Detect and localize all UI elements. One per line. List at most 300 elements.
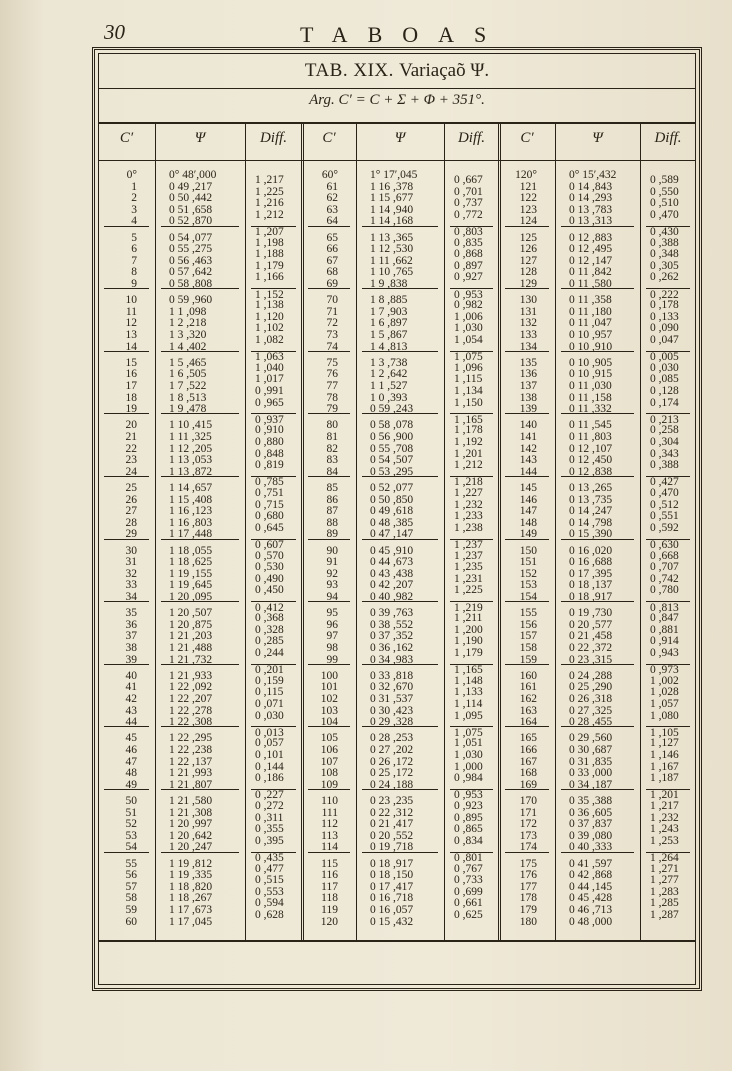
group-separator bbox=[251, 351, 296, 352]
diff-value: 0 ,311 bbox=[255, 811, 284, 824]
group-separator bbox=[450, 726, 493, 727]
group-separator bbox=[646, 539, 690, 540]
psi-value: 0 12 ,838 bbox=[569, 465, 613, 478]
diff-value: 0 ,881 bbox=[650, 623, 679, 636]
arg-value: 118 bbox=[321, 892, 338, 905]
psi-value: 0 25 ,172 bbox=[370, 767, 414, 780]
group-separator bbox=[561, 288, 634, 289]
arg-value: 164 bbox=[519, 716, 537, 729]
psi-value: 1 2 ,642 bbox=[370, 368, 408, 381]
arg-value: 80 bbox=[326, 419, 338, 432]
arg-value: 128 bbox=[519, 266, 537, 279]
psi-value: 0 16 ,718 bbox=[370, 892, 414, 905]
diff-value: 1 ,192 bbox=[454, 436, 483, 448]
arg-value: 34 bbox=[125, 591, 137, 603]
arg-value: 62 bbox=[326, 192, 338, 205]
psi-value: 0 30 ,423 bbox=[370, 704, 414, 717]
group-separator bbox=[450, 288, 493, 289]
psi-value: 1 7 ,522 bbox=[169, 380, 207, 392]
group-separator bbox=[161, 726, 239, 727]
diff-value: 0 ,388 bbox=[650, 236, 679, 249]
diff-value: 0 ,258 bbox=[650, 424, 679, 437]
group-separator bbox=[362, 601, 438, 602]
arg-value: 159 bbox=[519, 653, 537, 666]
diff-value: 0 ,645 bbox=[255, 521, 284, 534]
group-separator bbox=[362, 413, 438, 414]
arg-value: 65 bbox=[326, 231, 338, 244]
psi-value: 0 15 ,390 bbox=[569, 528, 613, 541]
arg-value: 38 bbox=[125, 642, 137, 654]
arg-value: 60 bbox=[125, 915, 137, 928]
psi-value: 0 19 ,718 bbox=[370, 841, 414, 854]
group-separator bbox=[104, 539, 149, 540]
diff-value: 0 ,865 bbox=[454, 823, 483, 836]
psi-value: 0 26 ,172 bbox=[370, 755, 414, 768]
arg-value: 2 bbox=[131, 192, 137, 205]
group-separator bbox=[450, 476, 493, 477]
header-bottom-rule bbox=[98, 160, 696, 161]
psi-value: 1 20 ,507 bbox=[169, 607, 213, 620]
diff-value: 0 ,090 bbox=[650, 322, 679, 335]
arg-value: 13 bbox=[125, 329, 137, 341]
group-separator bbox=[308, 226, 350, 227]
arg-value: 101 bbox=[320, 681, 338, 694]
psi-value: 1 21 ,732 bbox=[169, 653, 213, 666]
arg-value: 152 bbox=[519, 567, 537, 580]
group-separator bbox=[161, 601, 239, 602]
psi-value: 0 16 ,020 bbox=[569, 544, 613, 557]
diff-value: 1 ,232 bbox=[650, 811, 679, 824]
psi-value: 0 37 ,837 bbox=[569, 818, 613, 831]
group-separator bbox=[362, 852, 438, 853]
psi-value: 0 59 ,243 bbox=[370, 403, 414, 416]
column-header-diff: Diff. bbox=[457, 130, 486, 146]
arg-value: 105 bbox=[320, 732, 338, 745]
group-separator bbox=[646, 476, 690, 477]
diff-value: 1 ,212 bbox=[454, 459, 483, 472]
arg-value: 119 bbox=[321, 904, 338, 916]
diff-value: 1 ,217 bbox=[650, 800, 679, 812]
arg-value: 41 bbox=[125, 681, 137, 694]
diff-value: 0 ,159 bbox=[255, 674, 284, 687]
psi-value: 1 1 ,527 bbox=[370, 380, 408, 392]
psi-value: 0 34 ,187 bbox=[569, 778, 613, 791]
diff-value: 0 ,927 bbox=[454, 271, 483, 284]
running-head bbox=[0, 18, 732, 48]
arg-value: 16 bbox=[125, 368, 137, 381]
psi-value: 0 41 ,597 bbox=[569, 857, 613, 870]
psi-value: 1 13 ,872 bbox=[169, 465, 213, 478]
psi-value: 0 21 ,458 bbox=[569, 630, 613, 643]
psi-value: 0 14 ,843 bbox=[569, 180, 613, 193]
group-separator bbox=[561, 726, 634, 727]
table-number: TAB. XIX. bbox=[304, 60, 394, 81]
group-separator bbox=[362, 539, 438, 540]
psi-value: 0 18 ,917 bbox=[569, 591, 613, 603]
diff-value: 0 ,551 bbox=[650, 510, 679, 523]
diff-value: 1 ,133 bbox=[454, 686, 483, 699]
psi-value: 1 21 ,933 bbox=[169, 669, 213, 682]
group-separator bbox=[505, 789, 549, 790]
arg-value: 0° bbox=[126, 169, 137, 181]
diff-value: 1 ,082 bbox=[255, 334, 284, 346]
psi-value: 1 6 ,505 bbox=[169, 368, 207, 381]
psi-value: 1 15 ,677 bbox=[370, 192, 414, 205]
diff-value: 0 ,834 bbox=[454, 834, 483, 847]
diff-value: 1 ,238 bbox=[454, 521, 483, 534]
arg-value: 22 bbox=[125, 442, 137, 455]
diff-value: 0 ,355 bbox=[255, 823, 284, 836]
psi-value: 0 45 ,428 bbox=[569, 892, 613, 905]
psi-value: 0 27 ,202 bbox=[370, 744, 414, 756]
psi-value: 0 28 ,455 bbox=[569, 716, 613, 729]
psi-value: 1 22 ,137 bbox=[169, 755, 213, 768]
group-separator bbox=[308, 664, 350, 665]
arg-value: 115 bbox=[321, 857, 338, 870]
psi-value: 0 53 ,295 bbox=[370, 465, 414, 478]
group-separator bbox=[450, 852, 493, 853]
diff-value: 1 ,102 bbox=[255, 322, 284, 335]
psi-value: 0 22 ,372 bbox=[569, 642, 613, 654]
psi-value: 1 15 ,408 bbox=[169, 493, 213, 506]
psi-value: 1 14 ,657 bbox=[169, 482, 213, 494]
arg-value: 79 bbox=[326, 403, 338, 416]
psi-value: 0 11 ,803 bbox=[569, 431, 612, 443]
arg-value: 3 bbox=[131, 203, 137, 216]
arg-value: 26 bbox=[125, 493, 137, 506]
psi-value: 1 9 ,838 bbox=[370, 278, 408, 290]
group-separator bbox=[646, 664, 690, 665]
psi-value: 0 17 ,395 bbox=[569, 567, 613, 580]
arg-value: 162 bbox=[519, 693, 537, 705]
arg-value: 121 bbox=[519, 180, 537, 193]
psi-value: 1 22 ,295 bbox=[169, 732, 213, 745]
arg-value: 91 bbox=[326, 556, 338, 569]
psi-value: 0 18 ,137 bbox=[569, 579, 613, 592]
group-separator bbox=[450, 664, 493, 665]
arg-value: 160 bbox=[519, 669, 537, 682]
psi-value: 1 18 ,820 bbox=[169, 880, 213, 893]
psi-value: 0 11 ,580 bbox=[569, 278, 612, 290]
diff-group-boundary-value: 1 ,207 bbox=[255, 226, 284, 238]
psi-value: 0 56 ,900 bbox=[370, 431, 414, 443]
arg-value: 93 bbox=[326, 579, 338, 592]
psi-value: 0 39 ,763 bbox=[370, 607, 414, 620]
psi-value: 1 14 ,168 bbox=[370, 215, 414, 228]
arg-value: 18 bbox=[125, 391, 137, 404]
diff-value: 0 ,733 bbox=[454, 874, 483, 887]
arg-value: 1 bbox=[131, 180, 137, 193]
diff-value: 0 ,128 bbox=[650, 385, 679, 397]
diff-value: 0 ,272 bbox=[255, 800, 284, 812]
group-separator bbox=[161, 413, 239, 414]
psi-value: 1 21 ,308 bbox=[169, 806, 213, 819]
diff-group-boundary-value: 0 ,227 bbox=[255, 789, 284, 802]
diff-value: 1 ,233 bbox=[454, 510, 483, 523]
arg-value: 136 bbox=[519, 368, 537, 381]
psi-value: 0 29 ,328 bbox=[370, 716, 414, 729]
psi-value: 0 52 ,870 bbox=[169, 215, 213, 228]
diff-value: 0 ,490 bbox=[255, 572, 284, 585]
psi-value: 0 30 ,687 bbox=[569, 744, 613, 756]
group-separator bbox=[104, 413, 149, 414]
arg-value: 167 bbox=[519, 755, 537, 768]
group-separator bbox=[104, 226, 149, 227]
diff-value: 0 ,991 bbox=[255, 385, 284, 397]
psi-value: 0 26 ,318 bbox=[569, 693, 613, 705]
arg-value: 75 bbox=[326, 356, 338, 369]
arg-value: 97 bbox=[326, 630, 338, 643]
table-title bbox=[98, 60, 696, 82]
arg-value: 8 bbox=[131, 266, 137, 279]
diff-value: 0 ,395 bbox=[255, 834, 284, 847]
arg-value: 168 bbox=[519, 767, 537, 780]
diff-value: 0 ,186 bbox=[255, 772, 284, 785]
group-separator bbox=[104, 288, 149, 289]
arg-value: 92 bbox=[326, 567, 338, 580]
column-divider bbox=[155, 122, 156, 940]
diff-value: 1 ,217 bbox=[255, 174, 284, 186]
group-separator bbox=[251, 601, 296, 602]
diff-value: 1 ,096 bbox=[454, 361, 483, 374]
arg-value: 51 bbox=[125, 806, 137, 819]
group-separator bbox=[450, 413, 493, 414]
diff-value: 1 ,138 bbox=[255, 299, 284, 312]
arg-value: 50 bbox=[125, 795, 137, 807]
group-separator bbox=[362, 726, 438, 727]
arg-value: 35 bbox=[125, 607, 137, 620]
arg-value: 106 bbox=[320, 744, 338, 756]
psi-value: 1 20 ,095 bbox=[169, 591, 213, 603]
diff-value: 1 ,006 bbox=[454, 310, 483, 323]
column-header-arg: C′ bbox=[520, 130, 534, 146]
diff-value: 0 ,304 bbox=[650, 436, 679, 448]
diff-value: 0 ,667 bbox=[454, 174, 483, 186]
group-separator bbox=[561, 601, 634, 602]
arg-value: 102 bbox=[320, 693, 338, 705]
psi-value: 1 12 ,205 bbox=[169, 442, 213, 455]
arg-value: 127 bbox=[519, 254, 537, 267]
arg-value: 78 bbox=[326, 391, 338, 404]
group-separator bbox=[505, 351, 549, 352]
psi-value: 0 12 ,147 bbox=[569, 254, 613, 267]
arg-value: 138 bbox=[519, 391, 537, 404]
diff-group-boundary-value: 0 ,427 bbox=[650, 476, 679, 489]
diff-value: 1 ,237 bbox=[454, 549, 483, 562]
table-footer-box bbox=[98, 942, 696, 985]
diff-value: 1 ,285 bbox=[650, 897, 679, 910]
column-header-psi: Ψ bbox=[394, 130, 406, 146]
arg-value: 129 bbox=[519, 278, 537, 290]
psi-value: 0 10 ,910 bbox=[569, 340, 613, 353]
arg-value: 150 bbox=[519, 544, 537, 557]
diff-group-boundary-value: 1 ,063 bbox=[255, 351, 284, 364]
psi-value: 0 39 ,080 bbox=[569, 829, 613, 842]
arg-value: 179 bbox=[519, 904, 537, 916]
arg-value: 88 bbox=[326, 516, 338, 529]
arg-value: 19 bbox=[125, 403, 137, 416]
psi-value: 1 19 ,335 bbox=[169, 869, 213, 882]
diff-group-boundary-value: 1 ,165 bbox=[454, 413, 483, 426]
diff-value: 0 ,943 bbox=[650, 647, 679, 659]
psi-value: 0 28 ,253 bbox=[370, 732, 414, 745]
psi-value: 0 50 ,850 bbox=[370, 493, 414, 506]
group-separator bbox=[308, 288, 350, 289]
group-separator bbox=[362, 476, 438, 477]
psi-value: 0 44 ,673 bbox=[370, 556, 414, 569]
arg-value: 82 bbox=[326, 442, 338, 455]
diff-group-boundary-value: 0 ,213 bbox=[650, 413, 679, 426]
diff-value: 0 ,819 bbox=[255, 459, 284, 472]
diff-value: 0 ,512 bbox=[650, 498, 679, 511]
diff-value: 0 ,910 bbox=[255, 424, 284, 437]
diff-value: 1 ,127 bbox=[650, 737, 679, 750]
group-separator bbox=[561, 226, 634, 227]
diff-value: 1 ,166 bbox=[255, 271, 284, 284]
arg-value: 158 bbox=[519, 642, 537, 654]
group-separator bbox=[104, 351, 149, 352]
arg-value: 149 bbox=[519, 528, 537, 541]
group-separator bbox=[308, 601, 350, 602]
diff-value: 1 ,095 bbox=[454, 709, 483, 722]
arg-value: 12 bbox=[125, 317, 137, 330]
psi-value: 1 22 ,092 bbox=[169, 681, 213, 694]
arg-value: 48 bbox=[125, 767, 137, 780]
psi-value: 1 21 ,203 bbox=[169, 630, 213, 643]
group-separator bbox=[161, 664, 239, 665]
arg-value: 171 bbox=[519, 806, 537, 819]
column-divider bbox=[555, 122, 556, 940]
arg-value: 95 bbox=[326, 607, 338, 620]
arg-value: 30 bbox=[125, 544, 137, 557]
diff-group-boundary-value: 1 ,105 bbox=[650, 726, 679, 739]
diff-value: 0 ,625 bbox=[454, 909, 483, 921]
psi-value: 1 4 ,813 bbox=[370, 340, 408, 353]
arg-value: 153 bbox=[519, 579, 537, 592]
diff-group-boundary-value: 0 ,973 bbox=[650, 664, 679, 677]
diff-value: 0 ,262 bbox=[650, 271, 679, 284]
psi-value: 0 18 ,917 bbox=[370, 857, 414, 870]
arg-value: 180 bbox=[519, 915, 537, 928]
arg-value: 56 bbox=[125, 869, 137, 882]
arg-value: 63 bbox=[326, 203, 338, 216]
diff-group-boundary-value: 0 ,412 bbox=[255, 601, 284, 614]
diff-value: 0 ,751 bbox=[255, 487, 284, 499]
psi-value: 0 18 ,150 bbox=[370, 869, 414, 882]
diff-group-boundary-value: 0 ,013 bbox=[255, 726, 284, 739]
diff-value: 0 ,742 bbox=[650, 572, 679, 585]
diff-value: 1 ,200 bbox=[454, 623, 483, 636]
diff-value: 0 ,848 bbox=[255, 447, 284, 460]
arg-value: 90 bbox=[326, 544, 338, 557]
arg-value: 7 bbox=[131, 254, 137, 267]
psi-value: 0 16 ,688 bbox=[569, 556, 613, 569]
arg-value: 55 bbox=[125, 857, 137, 870]
psi-value: 0 14 ,293 bbox=[569, 192, 613, 205]
arg-value: 89 bbox=[326, 528, 338, 541]
psi-value: 0 48 ,385 bbox=[370, 516, 414, 529]
column-header-arg: C′ bbox=[119, 130, 134, 146]
diff-group-boundary-value: 0 ,937 bbox=[255, 413, 284, 426]
arg-value: 6 bbox=[131, 243, 137, 256]
psi-value: 0 55 ,275 bbox=[169, 243, 213, 256]
arg-value: 110 bbox=[321, 795, 338, 807]
psi-value: 1 5 ,465 bbox=[169, 356, 207, 369]
arg-value: 84 bbox=[326, 465, 338, 478]
psi-value: 1 20 ,997 bbox=[169, 818, 213, 831]
psi-value: 1 3 ,738 bbox=[370, 356, 408, 369]
arg-value: 17 bbox=[125, 380, 137, 392]
psi-value: 0 15 ,432 bbox=[370, 915, 414, 928]
psi-value: 0 54 ,077 bbox=[169, 231, 213, 244]
psi-value: 0 37 ,352 bbox=[370, 630, 414, 643]
group-separator bbox=[505, 288, 549, 289]
arg-value: 166 bbox=[519, 744, 537, 756]
group-separator bbox=[561, 664, 634, 665]
diff-value: 1 ,253 bbox=[650, 834, 679, 847]
psi-value: 1 4 ,402 bbox=[169, 340, 207, 353]
psi-value: 0 13 ,313 bbox=[569, 215, 613, 228]
diff-value: 1 ,017 bbox=[255, 373, 284, 386]
diff-group-boundary-value: 1 ,075 bbox=[454, 351, 483, 364]
arg-value: 60° bbox=[321, 169, 338, 181]
diff-group-boundary-value: 0 ,430 bbox=[650, 226, 679, 238]
diff-value: 1 ,120 bbox=[255, 310, 284, 323]
group-separator bbox=[308, 351, 350, 352]
diff-group-boundary-value: 1 ,264 bbox=[650, 852, 679, 864]
psi-value: 1 20 ,247 bbox=[169, 841, 213, 854]
psi-value: 0 33 ,000 bbox=[569, 767, 613, 780]
arg-value: 96 bbox=[326, 618, 338, 631]
diff-value: 0 ,470 bbox=[650, 208, 679, 221]
group-separator bbox=[362, 789, 438, 790]
group-separator bbox=[104, 601, 149, 602]
group-separator bbox=[161, 539, 239, 540]
column-header-psi: Ψ bbox=[194, 130, 206, 146]
diff-value: 0 ,328 bbox=[255, 623, 284, 636]
psi-value: 1 18 ,625 bbox=[169, 556, 213, 569]
psi-value: 0 50 ,442 bbox=[169, 192, 213, 205]
diff-value: 0 ,628 bbox=[255, 909, 284, 921]
diff-group-boundary-value: 1 ,237 bbox=[454, 539, 483, 551]
diff-value: 0 ,144 bbox=[255, 760, 284, 773]
arg-value: 172 bbox=[519, 818, 537, 831]
group-separator bbox=[161, 476, 239, 477]
arg-value: 33 bbox=[125, 579, 137, 592]
psi-value: 1 21 ,993 bbox=[169, 767, 213, 780]
psi-value: 0 45 ,910 bbox=[370, 544, 414, 557]
psi-value: 0 11 ,842 bbox=[569, 266, 612, 279]
arg-value: 66 bbox=[326, 243, 338, 256]
diff-value: 0 ,707 bbox=[650, 561, 679, 574]
diff-value: 0 ,510 bbox=[650, 197, 679, 210]
group-separator bbox=[450, 351, 493, 352]
group-separator bbox=[362, 664, 438, 665]
group-separator bbox=[308, 726, 350, 727]
diff-value: 1 ,211 bbox=[454, 612, 483, 625]
psi-value: 1 22 ,308 bbox=[169, 716, 213, 729]
arg-value: 67 bbox=[326, 254, 338, 267]
group-separator bbox=[561, 789, 634, 790]
arg-value: 134 bbox=[519, 340, 537, 353]
diff-value: 0 ,965 bbox=[255, 396, 284, 409]
group-separator bbox=[362, 351, 438, 352]
group-separator bbox=[561, 413, 634, 414]
diff-group-boundary-value: 0 ,813 bbox=[650, 601, 679, 614]
psi-value: 0 55 ,708 bbox=[370, 442, 414, 455]
diff-value: 1 ,190 bbox=[454, 635, 483, 648]
diff-value: 1 ,277 bbox=[650, 874, 679, 887]
